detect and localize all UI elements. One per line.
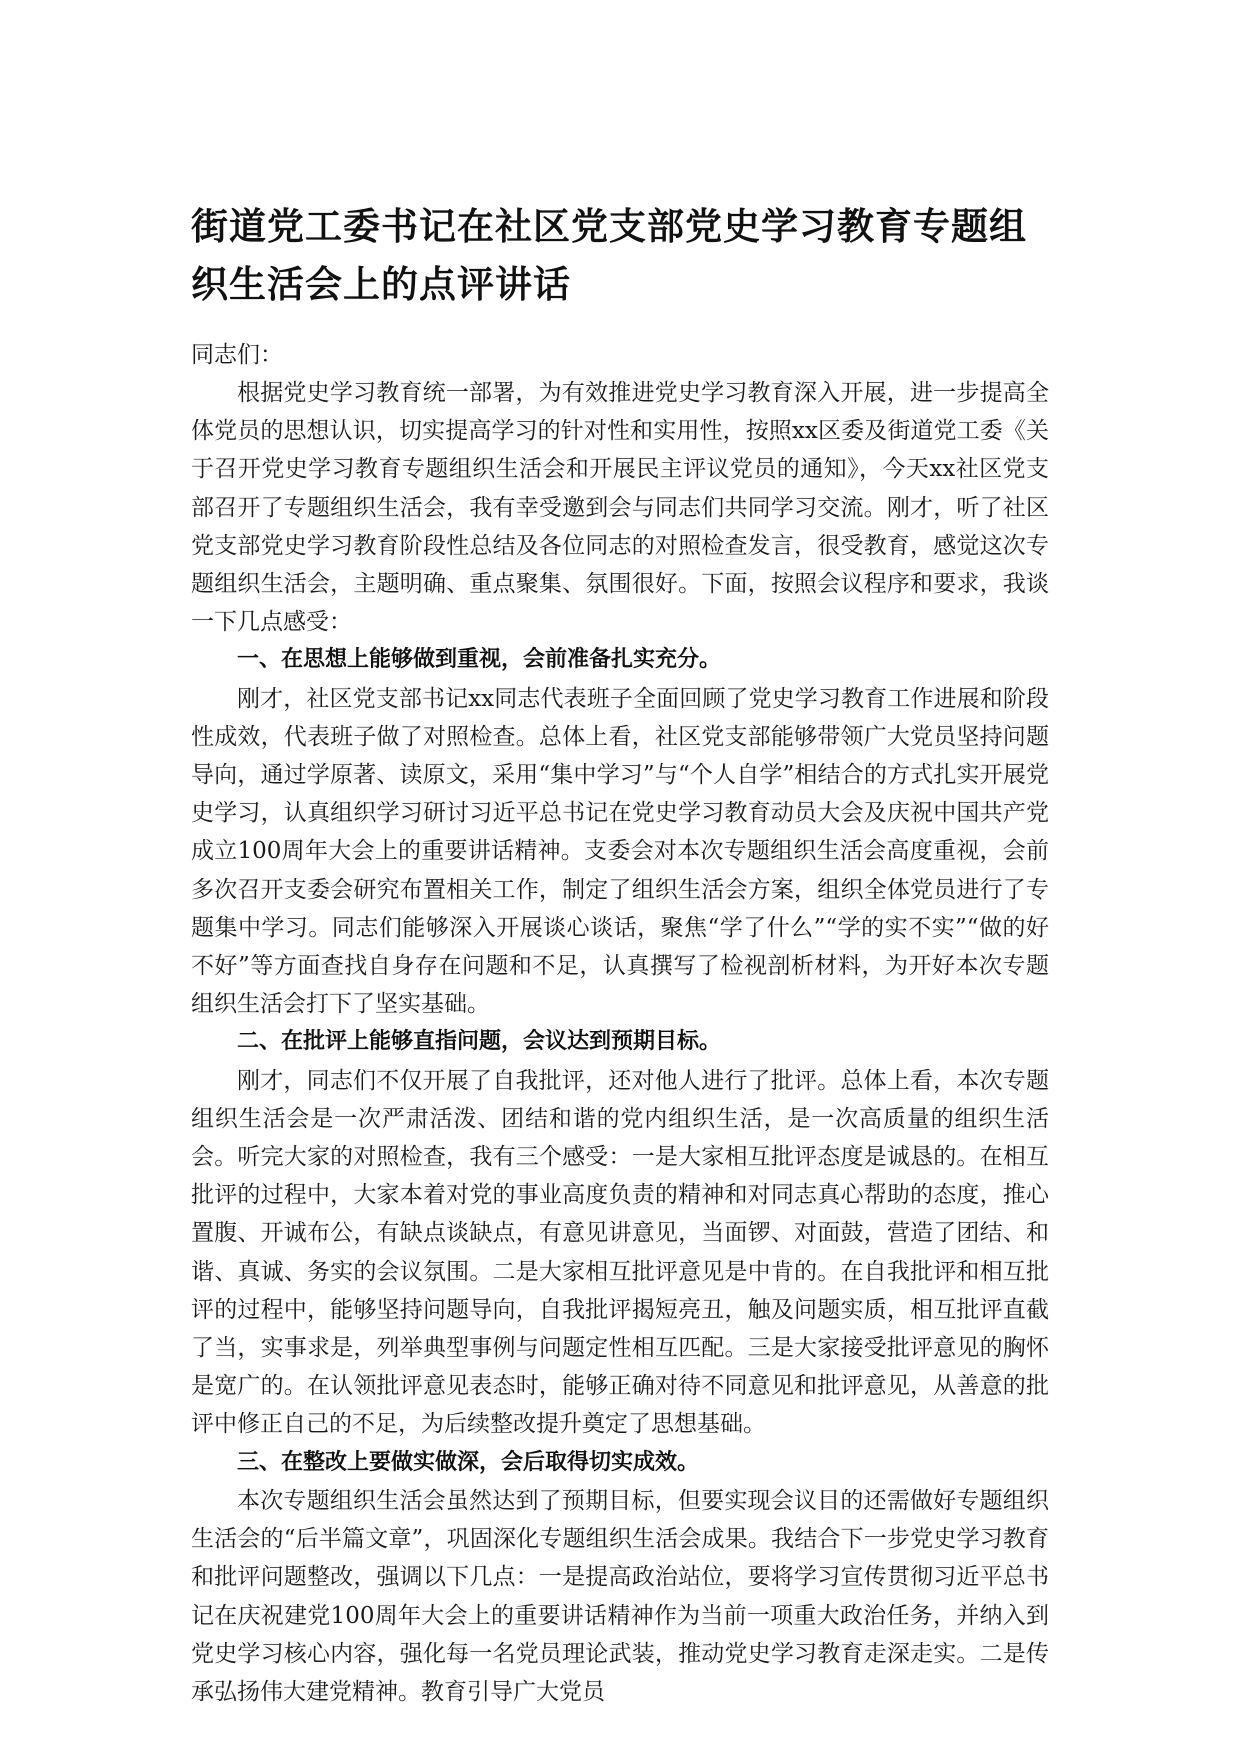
- section-3-heading: 三、在整改上要做实做深，会后取得切实成效。: [237, 1449, 700, 1475]
- section-2-body: 刚才，同志们不仅开展了自我批评，还对他人进行了批评。总体上看，本次专题组织生活会是一次严肃活泼、团结和谐的党内组织生活，是一次高质量的组织生活会。听完大家的对照检查，我有三个感受：一是大家相互批评态度是诚恳的。在相互批评的过程中，大家本着对党的事业高度负责的精神和对同志真心帮助的态度，推心置腹、开诚布公，有缺点谈缺点，有意见讲意见，当面锣、对面鼓，营造了团结、和谐、真诚、务实的会议氛围。二是大家相互批评意见是中肯的。在自我批评和相互批评的过程中，能够坚持问题导向，自我批评揭短亮丑，触及问题实质，相互批评直截了当，实事求是，列举典型事例与问题定性相互匹配。三是大家接受批评意见的胸怀是宽广的。在认领批评意见表态时，能够正确对待不同意见和批评意见，从善意的批评中修正自己的不足，为后续整改提升奠定了思想基础。: [191, 1067, 1049, 1438]
- section-1-body: 刚才，社区党支部书记xx同志代表班子全面回顾了党史学习教育工作进展和阶段性成效，代表班子做了对照检查。总体上看，社区党支部能够带领广大党员坚持问题导向，通过学原著、读原文，采用“集中学习”与“个人自学”相结合的方式扎实开展党史学习，认真组织学习研讨习近平总书记在党史学习教育动员大会及庆祝中国共产党成立100周年大会上的重要讲话精神。支委会对本次专题组织生活会高度重视，会前多次召开支委会研究布置相关工作，制定了组织生活会方案，组织全体党员进行了专题集中学习。同志们能够深入开展谈心谈话，聚焦“学了什么”“学的实不实”“做的好不好”等方面查找自身存在问题和不足，认真撰写了检视剖析材料，为开好本次专题组织生活会打下了坚实基础。: [191, 685, 1049, 1018]
- section-2-heading: 二、在批评上能够直指问题，会议达到预期目标。: [237, 1029, 722, 1055]
- intro-paragraph: 根据党史学习教育统一部署，为有效推进党史学习教育深入开展，进一步提高全体党员的思想认识，切实提高学习的针对性和实用性，按照xx区委及街道党工委《关于召开党史学习教育专题组织生活会和开展民主评议党员的通知》，今天xx社区党支部召开了专题组织生活会，我有幸受邀到会与同志们共同学习交流。刚才，听了社区党支部党史学习教育阶段性总结及各位同志的对照检查发言，很受教育，感觉这次专题组织生活会，主题明确、重点聚集、氛围很好。下面，按照会议程序和要求，我谈一下几点感受：: [191, 380, 1049, 636]
- section-1-heading: 一、在思想上能够做到重视，会前准备扎实充分。: [237, 647, 722, 673]
- salutation: 同志们：: [191, 342, 283, 368]
- section-3-body: 本次专题组织生活会虽然达到了预期目标，但要实现会议目的还需做好专题组织生活会的“后半篇文章”，巩固深化专题组织生活会成果。我结合下一步党史学习教育和批评问题整改，强调以下几点：一是提高政治站位，要将学习宣传贯彻习近平总书记在庆祝建党100周年大会上的重要讲话精神作为当前一项重大政治任务，并纳入到党史学习核心内容，强化每一名党员理论武装，推动党史学习教育走深走实。二是传承弘扬伟大建党精神。教育引导广大党员: [191, 1487, 1049, 1705]
- document-title: 街道党工委书记在社区党支部党史学习教育专题组织生活会上的点评讲话: [191, 205, 1027, 306]
- document-page: [191, 198, 1049, 1711]
